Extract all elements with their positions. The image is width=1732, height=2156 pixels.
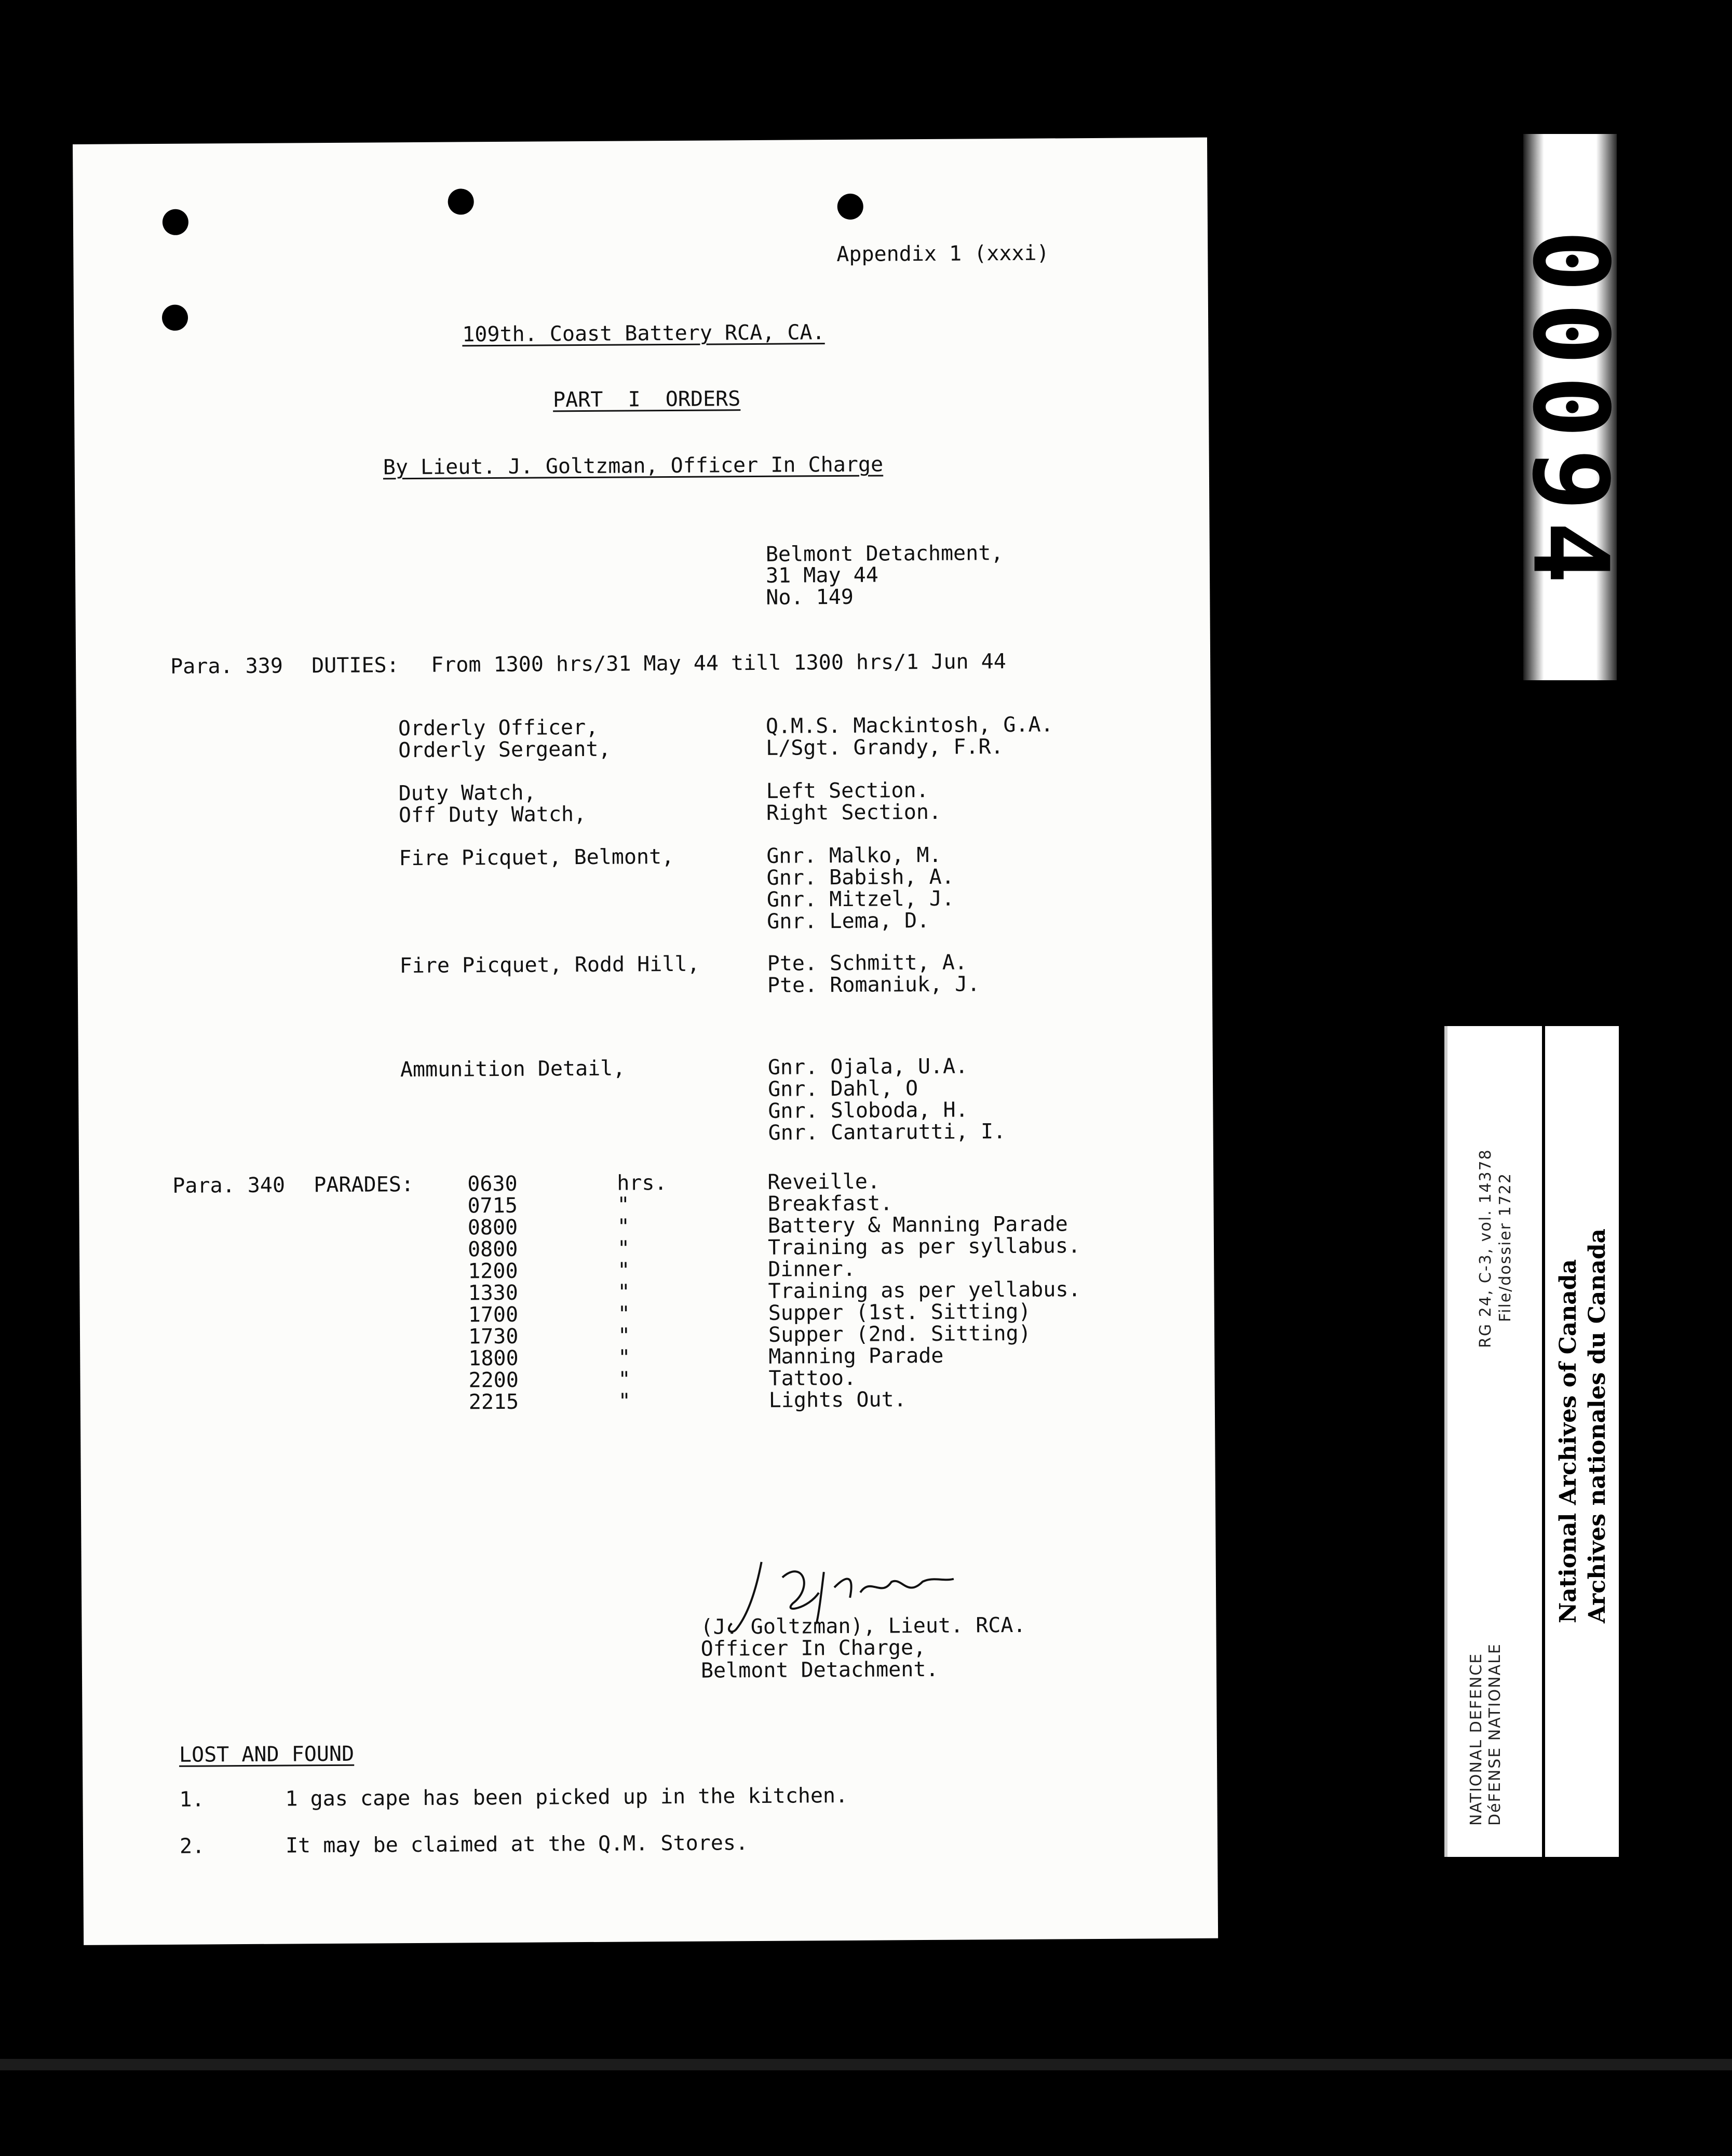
order-date: 31 May 44	[765, 563, 878, 588]
document-page	[73, 138, 1218, 1945]
duty-role: Fire Picquet, Belmont,	[399, 844, 674, 871]
duty-assignee: Gnr. Babish, A.	[766, 865, 955, 890]
parade-event: Supper (2nd. Sitting)	[768, 1321, 1031, 1347]
duty-assignee: Gnr. Mitzel, J.	[766, 886, 955, 912]
parade-event: Training as per yellabus.	[768, 1277, 1081, 1303]
parade-time: 1700	[468, 1302, 519, 1327]
frame-number-strip	[1509, 134, 1631, 680]
parade-unit: "	[618, 1345, 631, 1370]
signature-title: Officer In Charge,	[700, 1636, 926, 1661]
parade-unit: "	[617, 1193, 630, 1217]
frame-number: 00094	[1509, 229, 1631, 595]
duty-assignee: Gnr. Ojala, U.A.	[767, 1054, 968, 1080]
duty-assignee: Left Section.	[766, 778, 929, 803]
appendix-label: Appendix 1 (xxxi)	[836, 241, 1049, 267]
lost-found-item-2-num: 2.	[179, 1834, 205, 1858]
parade-time: 1800	[468, 1346, 519, 1371]
para-339-label: Para. 339	[170, 654, 283, 679]
parades-heading: PARADES:	[314, 1173, 414, 1197]
parade-unit: "	[618, 1389, 631, 1413]
parade-unit: "	[617, 1215, 630, 1239]
duty-assignee: Gnr. Sloboda, H.	[768, 1098, 968, 1123]
parade-unit: "	[617, 1236, 630, 1261]
duty-assignee: L/Sgt. Grandy, F.R.	[765, 735, 1004, 760]
parade-unit: "	[617, 1280, 630, 1304]
parade-event: Supper (1st. Sitting)	[768, 1299, 1031, 1325]
parade-time: 2200	[468, 1368, 519, 1393]
parade-unit: "	[617, 1302, 631, 1326]
punch-hole	[162, 305, 188, 331]
parade-event: Reveille.	[767, 1169, 881, 1194]
orders-title: PART I ORDERS	[552, 387, 741, 412]
duties-period: From 1300 hrs/31 May 44 till 1300 hrs/1 Jun 44	[430, 650, 1007, 677]
parade-event: Tattoo.	[768, 1366, 857, 1391]
parade-time: 2215	[468, 1390, 519, 1414]
parade-event: Battery & Manning Parade	[767, 1212, 1068, 1238]
duty-role: Fire Picquet, Rodd Hill,	[399, 952, 700, 978]
dept-en: NATIONAL DEFENCE	[1467, 1652, 1485, 1826]
parade-event: Dinner.	[768, 1257, 856, 1282]
duty-assignee: Gnr. Cantarutti, I.	[768, 1120, 1006, 1145]
lost-found-heading: LOST AND FOUND	[179, 1742, 355, 1767]
signature-name: (J. Goltzman), Lieut. RCA.	[700, 1613, 1026, 1639]
duty-assignee: Q.M.S. Mackintosh, G.A.	[765, 712, 1053, 738]
duty-assignee: Gnr. Dahl, O	[768, 1076, 918, 1101]
archive-reference: RG 24, C-3, vol. 14378	[1477, 1149, 1495, 1348]
archive-name-en: National Archives of Canada	[1555, 1259, 1581, 1623]
label-divider	[1542, 1026, 1545, 1857]
order-number: No. 149	[766, 585, 854, 610]
duty-role: Orderly Sergeant,	[398, 737, 611, 763]
parade-unit: "	[617, 1324, 631, 1348]
bottom-border	[0, 2059, 1732, 2070]
parade-time: 1200	[468, 1259, 518, 1284]
duty-assignee: Pte. Schmitt, A.	[767, 950, 968, 976]
parade-time: 0800	[467, 1215, 518, 1240]
parade-event: Lights Out.	[768, 1387, 906, 1412]
parade-event: Manning Parade	[768, 1343, 944, 1369]
parade-event: Training as per syllabus.	[767, 1234, 1081, 1260]
duty-assignee: Pte. Romaniuk, J.	[767, 972, 980, 998]
parade-time: 0630	[467, 1171, 518, 1196]
parade-time: 0800	[467, 1237, 518, 1262]
lost-found-item-1-num: 1.	[179, 1787, 205, 1812]
parade-time: 1730	[468, 1324, 519, 1349]
lost-found-item-2-text: It may be claimed at the Q.M. Stores.	[285, 1831, 749, 1858]
duty-role: Duty Watch,	[398, 780, 536, 806]
parade-unit: hrs.	[617, 1171, 667, 1195]
dept-fr: DéFENSE NATIONALE	[1486, 1643, 1504, 1826]
signature-unit: Belmont Detachment.	[700, 1657, 939, 1683]
parade-unit: "	[617, 1258, 630, 1283]
archive-name-fr: Archives nationales du Canada	[1584, 1228, 1611, 1623]
lost-found-item-1-text: 1 gas cape has been picked up in the kitchen.	[285, 1783, 848, 1811]
by-line: By Lieut. J. Goltzman, Officer In Charge	[383, 452, 884, 480]
duty-assignee: Gnr. Lema, D.	[767, 908, 930, 934]
punch-hole	[448, 188, 474, 214]
punch-hole	[163, 209, 188, 235]
duty-role: Orderly Officer,	[398, 715, 599, 741]
duties-heading: DUTIES:	[312, 653, 399, 678]
duty-role: Off Duty Watch,	[398, 802, 587, 828]
parade-time: 0715	[467, 1193, 518, 1218]
punch-hole	[837, 194, 863, 220]
parade-unit: "	[618, 1367, 631, 1392]
parade-time: 1330	[468, 1281, 518, 1305]
duty-assignee: Gnr. Malko, M.	[766, 843, 942, 868]
archive-file: File/dossier 1722	[1496, 1173, 1514, 1322]
duty-role: Ammunition Detail,	[400, 1056, 626, 1082]
duty-assignee: Right Section.	[766, 800, 942, 825]
archive-label	[1444, 1026, 1619, 1857]
parade-event: Breakfast.	[767, 1191, 893, 1216]
para-340-label: Para. 340	[172, 1173, 286, 1198]
location: Belmont Detachment,	[765, 541, 1004, 567]
unit-title: 109th. Coast Battery RCA, CA.	[462, 320, 825, 347]
